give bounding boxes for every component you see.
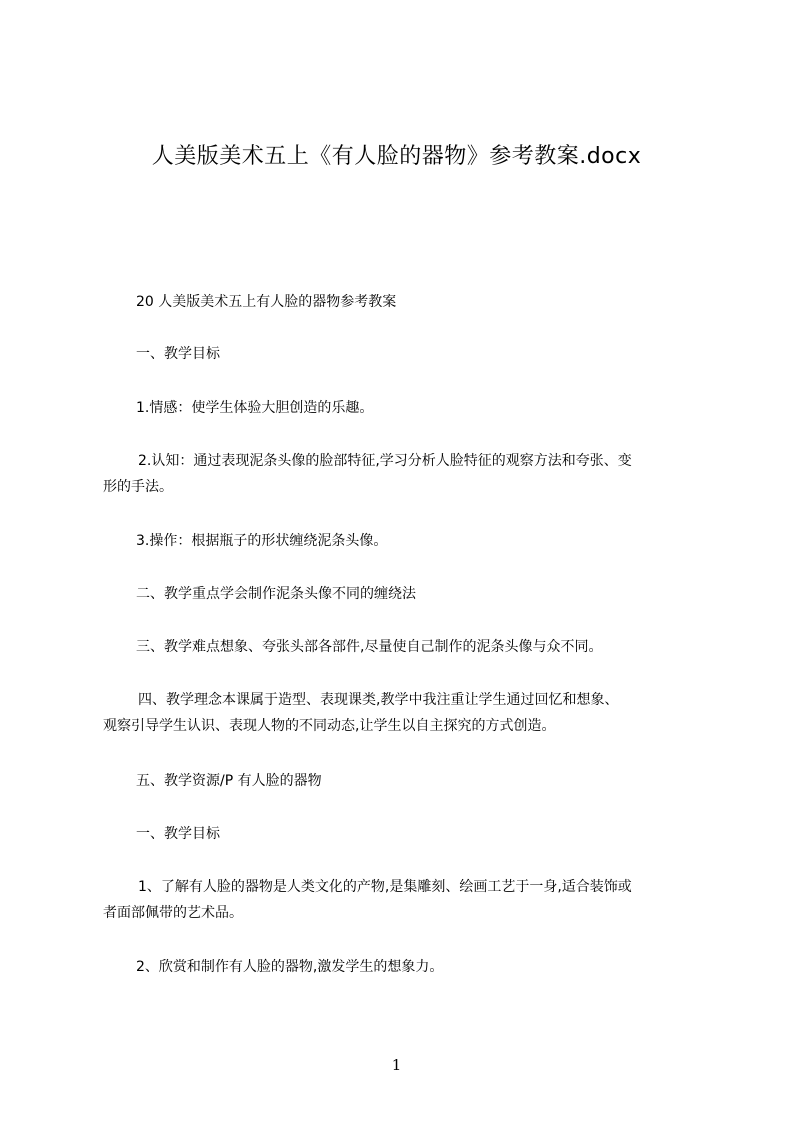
paragraph-line: 四、教学理念本课属于造型、表现课类,教学中我注重让学生通过回忆和想象、: [138, 692, 619, 708]
paragraph-goal-operation: [103, 528, 748, 554]
paragraph-item-1: [103, 874, 715, 926]
paragraph-item-2: [103, 954, 748, 980]
paragraph-section-2: [103, 581, 748, 607]
paragraph-line: 2.认知：通过表现泥条头像的脸部特征,学习分析人脸特征的观察方法和夸张、变: [138, 453, 632, 469]
paragraph-line: 一、教学目标: [136, 346, 220, 362]
paragraph-goal-emotion: [103, 395, 748, 421]
paragraph-line: 1.情感：使学生体验大胆创造的乐趣。: [136, 400, 374, 416]
paragraph-line: 2、欣赏和制作有人脸的器物,激发学生的想象力。: [136, 959, 444, 975]
paragraph-line: 五、教学资源/P 有人脸的器物: [136, 773, 322, 789]
paragraph-goal-cognition: [103, 448, 715, 500]
document-title: 人美版美术五上《有人脸的器物》参考教案.docx: [151, 144, 642, 169]
paragraph-section-3: [103, 634, 748, 660]
paragraph-line: 三、教学难点想象、夸张头部各部件,尽量使自己制作的泥条头像与众不同。: [136, 639, 603, 655]
paragraph-line: 形的手法。: [103, 479, 173, 495]
paragraph-line: 3.操作：根据瓶子的形状缠绕泥条头像。: [136, 533, 388, 549]
paragraph-line: 二、教学重点学会制作泥条头像不同的缠绕法: [136, 586, 416, 602]
paragraph-line: 者面部佩带的艺术品。: [103, 905, 243, 921]
paragraph-heading: [103, 289, 748, 315]
paragraph-line: 观察引导学生认识、表现人物的不同动态,让学生以自主探究的方式创造。: [103, 718, 556, 734]
page-number: 1: [391, 1056, 402, 1074]
paragraph-line: 1、了解有人脸的器物是人类文化的产物,是集雕刻、绘画工艺于一身,适合装饰或: [138, 879, 632, 895]
paragraph-line: 20 人美版美术五上有人脸的器物参考教案: [136, 294, 397, 310]
paragraph-section-1-repeat: [103, 821, 748, 847]
paragraph-section-4: [103, 687, 715, 739]
paragraph-section-5: [103, 768, 748, 794]
paragraph-line: 一、教学目标: [136, 826, 220, 842]
paragraph-section-1: [103, 341, 748, 367]
